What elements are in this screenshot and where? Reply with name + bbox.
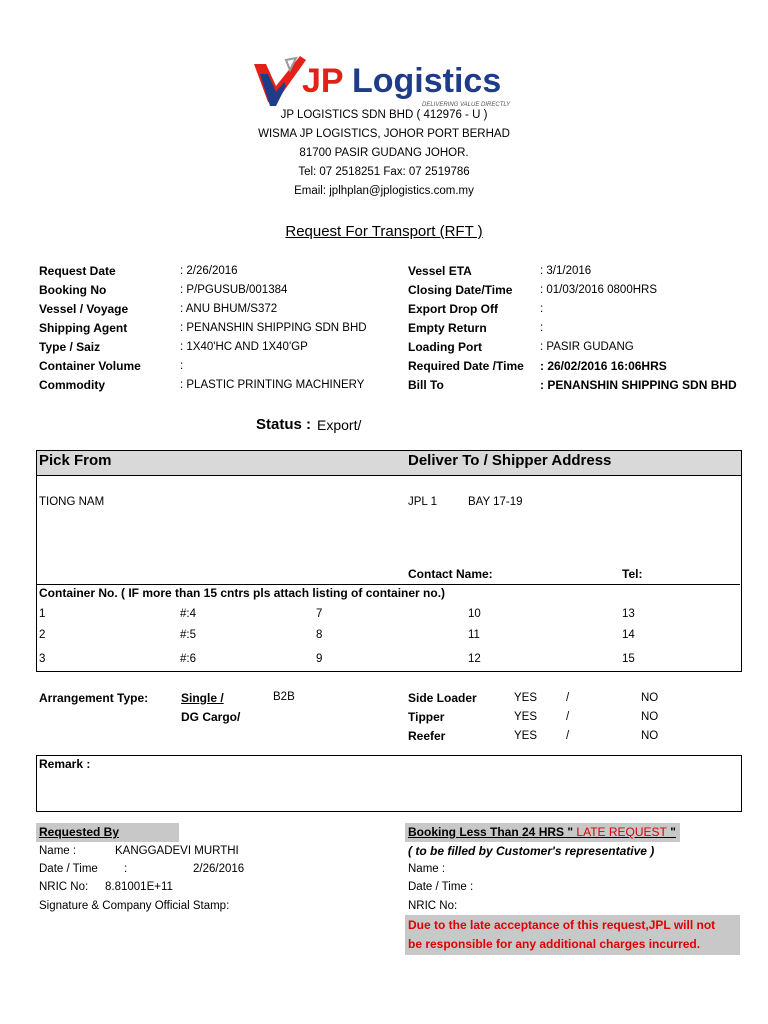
option-slash: /: [566, 711, 570, 723]
container-cell: 15: [622, 653, 635, 665]
arrangement-label: Arrangement Type:: [39, 691, 149, 705]
container-cell: 3: [39, 653, 46, 665]
company-address-2: 81700 PASIR GUDANG JOHOR.: [299, 147, 469, 159]
container-cell: #:5: [180, 629, 196, 641]
late-warning-line-1: Due to the late acceptance of this request,JPL will not: [408, 918, 716, 932]
contact-name-label: Contact Name:: [408, 567, 493, 581]
signature-label: Signature & Company Official Stamp:: [39, 900, 230, 912]
container-cell: 1: [39, 608, 46, 620]
late-header-prefix: Booking Less Than 24 HRS ": [408, 825, 574, 839]
pick-deliver-header: [36, 450, 742, 476]
requested-datetime-value: 2/26/2016: [193, 863, 245, 875]
container-cell: 14: [622, 629, 635, 641]
company-email: Email: jplhplan@jplogistics.com.my: [294, 185, 474, 197]
requested-datetime-colon: :: [124, 863, 128, 875]
container-cell: 10: [468, 608, 481, 620]
field-value: :: [180, 360, 184, 372]
container-cell: 12: [468, 653, 481, 665]
late-name-label: Name :: [408, 863, 446, 875]
field-value: : PLASTIC PRINTING MACHINERY: [180, 379, 365, 391]
late-nric-label: NRIC No:: [408, 900, 458, 912]
container-cell: 8: [316, 629, 323, 641]
logo-logistics-text: Logistics: [352, 62, 502, 100]
field-value: : 1X40'HC AND 1X40'GP: [180, 341, 308, 353]
option-yes: YES: [514, 692, 538, 704]
logo-jp-text: JP: [302, 62, 344, 100]
pick-from-value: TIONG NAM: [39, 496, 105, 508]
container-cell: 13: [622, 608, 635, 620]
field-value: :: [540, 303, 544, 315]
container-cell: 11: [468, 629, 480, 641]
requested-nric-value: 8.81001E+11: [105, 881, 173, 893]
status-label: Status :: [256, 416, 312, 433]
field-value: : 01/03/2016 0800HRS: [540, 284, 658, 296]
late-header: [408, 825, 676, 839]
option-label: Tipper: [408, 710, 445, 724]
field-label: Bill To: [408, 378, 444, 392]
option-no: NO: [641, 692, 659, 704]
deliver-to-value-1: JPL 1: [408, 496, 437, 508]
field-label: Required Date /Time: [408, 359, 524, 373]
field-label: Closing Date/Time: [408, 283, 513, 297]
field-value: : PENANSHIN SHIPPING SDN BHD: [180, 322, 367, 334]
field-value: : 26/02/2016 16:06HRS: [540, 359, 667, 373]
option-no: NO: [641, 711, 659, 723]
field-value: : PASIR GUDANG: [540, 341, 634, 353]
tel-label: Tel:: [622, 567, 643, 581]
field-value: : 3/1/2016: [540, 265, 592, 277]
deliver-to-header: Deliver To / Shipper Address: [408, 452, 612, 469]
option-slash: /: [566, 730, 570, 742]
logo-tagline: DELIVERING VALUE DIRECTLY: [422, 102, 511, 108]
option-yes: YES: [514, 730, 538, 742]
field-label: Vessel / Voyage: [39, 302, 129, 316]
late-warning-line-2: be responsible for any additional charges incurred.: [408, 937, 701, 951]
requested-by-header: Requested By: [39, 825, 120, 839]
late-header-suffix: ": [670, 825, 676, 839]
pick-from-header: Pick From: [39, 452, 112, 469]
requested-name-value: KANGGADEVI MURTHI: [115, 845, 239, 857]
late-datetime-label: Date / Time :: [408, 881, 474, 893]
container-cell: #:6: [180, 653, 196, 665]
field-label: Booking No: [39, 283, 107, 297]
field-label: Loading Port: [408, 340, 482, 354]
remark-box: [36, 755, 742, 812]
field-label: Export Drop Off: [408, 302, 498, 316]
option-yes: YES: [514, 711, 538, 723]
company-address-1: WISMA JP LOGISTICS, JOHOR PORT BERHAD: [258, 128, 510, 140]
company-logo: [246, 56, 514, 112]
status-value: Export/: [317, 417, 362, 433]
field-value: : P/PGUSUB/001384: [180, 284, 288, 296]
field-label: Request Date: [39, 264, 116, 278]
field-value: : PENANSHIN SHIPPING SDN BHD: [540, 378, 737, 392]
container-cell: 2: [39, 629, 46, 641]
document-title: Request For Transport (RFT ): [285, 223, 483, 240]
option-slash: /: [566, 692, 570, 704]
container-cell: 9: [316, 653, 323, 665]
remark-label: Remark :: [39, 757, 91, 771]
container-cell: 7: [316, 608, 323, 620]
field-label: Shipping Agent: [39, 321, 128, 335]
company-tel-fax: Tel: 07 2518251 Fax: 07 2519786: [298, 166, 470, 178]
option-label: Side Loader: [408, 691, 477, 705]
logo-check-icon: [250, 56, 308, 108]
requested-name-label: Name :: [39, 845, 77, 857]
late-subheader: ( to be filled by Customer's representative ): [408, 844, 655, 858]
field-label: Container Volume: [39, 359, 141, 373]
company-name: JP LOGISTICS SDN BHD ( 412976 - U ): [280, 109, 488, 121]
option-no: NO: [641, 730, 659, 742]
option-label: Reefer: [408, 729, 446, 743]
field-label: Empty Return: [408, 321, 487, 335]
field-value: : 2/26/2016: [180, 265, 238, 277]
field-label: Vessel ETA: [408, 264, 472, 278]
arrangement-single: Single /: [181, 691, 224, 705]
field-value: : ANU BHUM/S372: [180, 303, 278, 315]
field-value: :: [540, 322, 544, 334]
arrangement-b2b: B2B: [273, 691, 295, 703]
container-header: Container No. ( IF more than 15 cntrs pls attach listing of container no.): [39, 586, 446, 600]
field-label: Commodity: [39, 378, 105, 392]
arrangement-dg: DG Cargo/: [181, 710, 241, 724]
requested-datetime-label: Date / Time: [39, 863, 98, 875]
deliver-to-value-2: BAY 17-19: [468, 496, 523, 508]
requested-nric-label: NRIC No:: [39, 881, 89, 893]
container-cell: #:4: [180, 608, 196, 620]
field-label: Type / Saiz: [39, 340, 101, 354]
divider: [37, 584, 740, 585]
late-request-text: LATE REQUEST: [576, 825, 667, 839]
